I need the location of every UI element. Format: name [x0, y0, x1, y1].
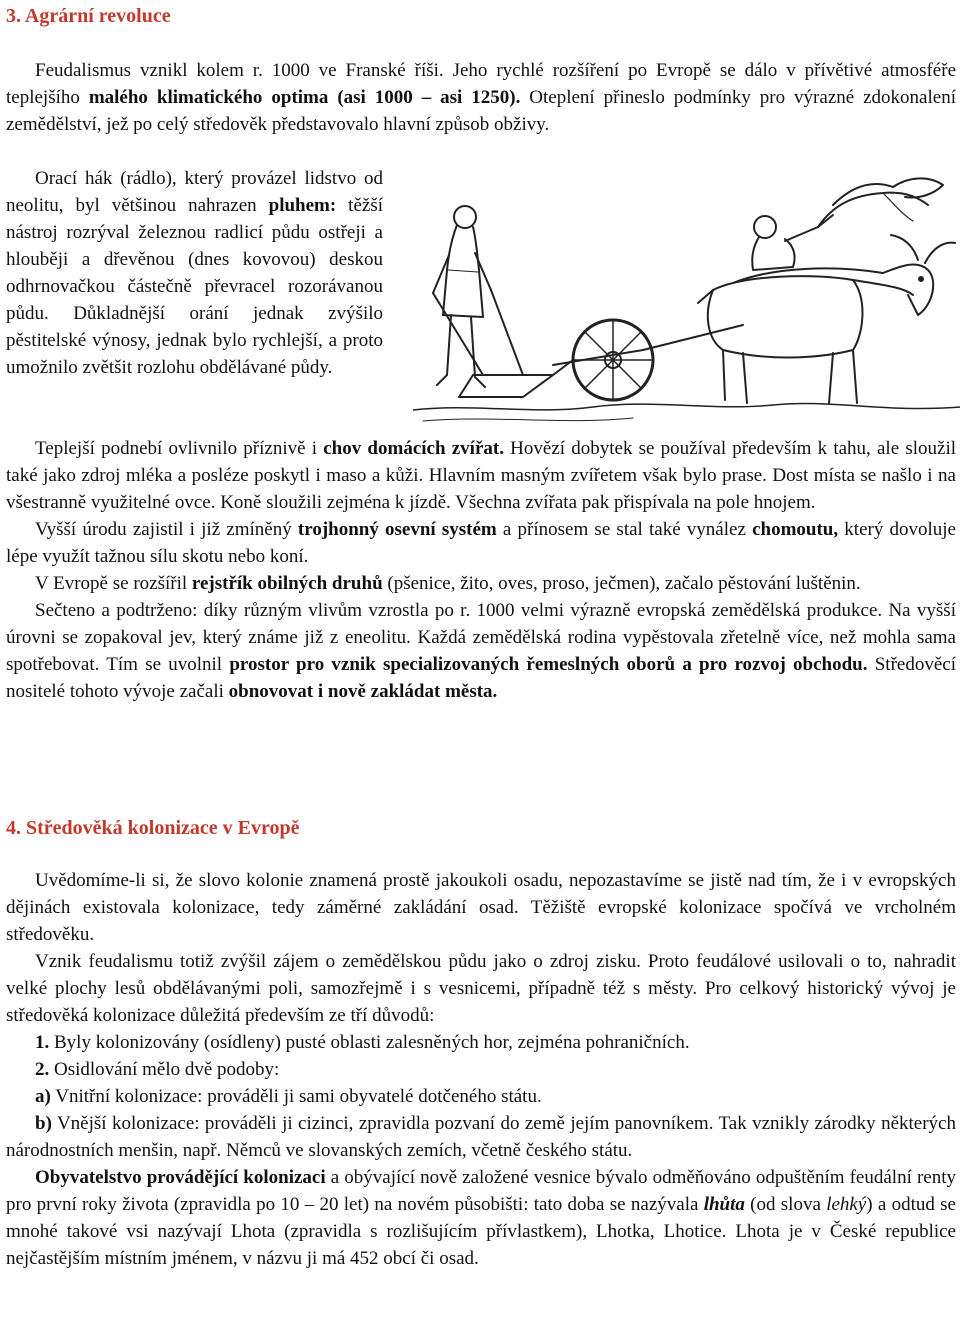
s3-plough-block [6, 165, 383, 381]
s4-paragraph-7: Obyvatelstvo provádějící kolonizaci a obývající nově založené vesnice bývalo odměňováno odpuštěním feudální renty pro první roky života (zpravidla po 10 – 20 let) na novém působišti: tato doba se nazývala lhůta (od slova lehký) a odtud se mnohé takové vsi nazývají Lhota (zpravidla s rozlišujícím přívlastkem), Lhotka, Lhotice. Lhota je v České republice nejčastějším místním jménem, v názvu ji má 452 obcí či osad. [6, 1167, 957, 1269]
s3-remaining-block [6, 435, 956, 705]
s3-paragraph-3: Teplejší podnebí ovlivnilo příznivě i chov domácích zvířat. Hovězí dobytek se používal především k tahu, ale sloužil také jako zdroj mléka a posléze poskytl i maso a kůži. Hlavním masným zvířetem však bylo prase. Dost místa se našlo i na všestranně využitelné ovce. Koně sloužili zejména k jízdě. Všechna zvířata pak přispívala na pole hnojem. [6, 438, 957, 513]
s3-paragraph-5: V Evropě se rozšířil rejstřík obilných druhů (pšenice, žito, oves, proso, ječmen), začalo pěstování luštěnin. [35, 573, 861, 594]
s3-paragraph-2: Orací hák (rádlo), který provázel lidstvo od neolitu, byl většinou nahrazen pluhem: těžší nástroj rozrýval železnou radlicí půdu ostřeji a hlouběji a dřevěnou (dnes kovovou) deskou odhrnovačkou částečně převracel rozorávanou půdu. Důkladnější orání jednak zvýšilo pěstitelské výnosy, jednak bylo rychlejší, a proto umožnilo zvětšit rozlohu obdělávané půdy. [6, 168, 383, 378]
s3-paragraph-4: Vyšší úrodu zajistil i již zmíněný trojhonný osevní systém a přínosem se stal také vynález chomoutu, který dovoluje lépe využít tažnou sílu skotu nebo koní. [6, 519, 956, 567]
s4-paragraph-4: 2. Osidlování mělo dvě podoby: [35, 1059, 280, 1080]
s4-paragraph-6: b) Vnější kolonizace: prováděli ji cizinci, zpravidla pozvaní do země jejím panovníkem. Tak vznikly zárodky některých národnostních menšin, např. Němců ve slovanských zemích, včetně českého státu. [6, 1113, 956, 1161]
s4-paragraph-3: 1. Byly kolonizovány (osídleny) pusté oblasti zalesněných hor, zejména pohraničních. [35, 1032, 690, 1053]
s3-paragraph-1: Feudalismus vznikl kolem r. 1000 ve Franské říši. Jeho rychlé rozšíření po Evropě se dálo v přívětivé atmosféře teplejšího malého klimatického optima (asi 1000 – asi 1250). Oteplení přineslo podmínky pro výrazné zdokonalení zemědělství, jež po celý středověk představovalo hlavní způsob obživy. [6, 60, 956, 135]
s3-intro-block [6, 57, 956, 138]
plough-illustration-icon [413, 175, 960, 427]
s4-paragraph-5: a) Vnitřní kolonizace: prováděli ji sami obyvatelé dotčeného státu. [35, 1086, 542, 1107]
s4-paragraph-2: Vznik feudalismu totiž zvýšil zájem o zemědělskou půdu jako o zdroj zisku. Proto feudálové usilovali o to, nahradit velké plochy lesů obdělávanými poli, samozřejmě i s vesnicemi, případně též s městy. Pro celkový historický vývoj je středověká kolonizace důležitá především ze tří důvodů: [6, 951, 956, 1026]
section-title-colonization: 4. Středověká kolonizace v Evropě [6, 817, 300, 839]
section-title-agrarian-revolution: 3. Agrární revoluce [6, 5, 171, 27]
s4-paragraph-1: Uvědomíme-li si, že slovo kolonie znamená prostě jakoukoli osadu, nepozastavíme se jistě nad tím, že i v evropských dějinách existovala kolonizace, tedy záměrné zakládání osad. Těžiště evropské kolonizace spočívá ve vrcholném středověku. [6, 870, 956, 945]
s3-paragraph-6: Sečteno a podtrženo: díky různým vlivům vzrostla po r. 1000 velmi výrazně evropská zemědělská produkce. Na vyšší úrovni se zopakoval jev, který známe již z eneolitu. Každá zemědělská rodina vypěstovala zřetelně více, než mohla sama spotřebovat. Tím se uvolnil prostor pro vznik specializovaných řemeslných oborů a pro rozvoj obchodu. Středověcí nositelé tohoto vývoje začali obnovovat i nově zakládat města. [6, 600, 956, 702]
s4-block [6, 867, 956, 1272]
